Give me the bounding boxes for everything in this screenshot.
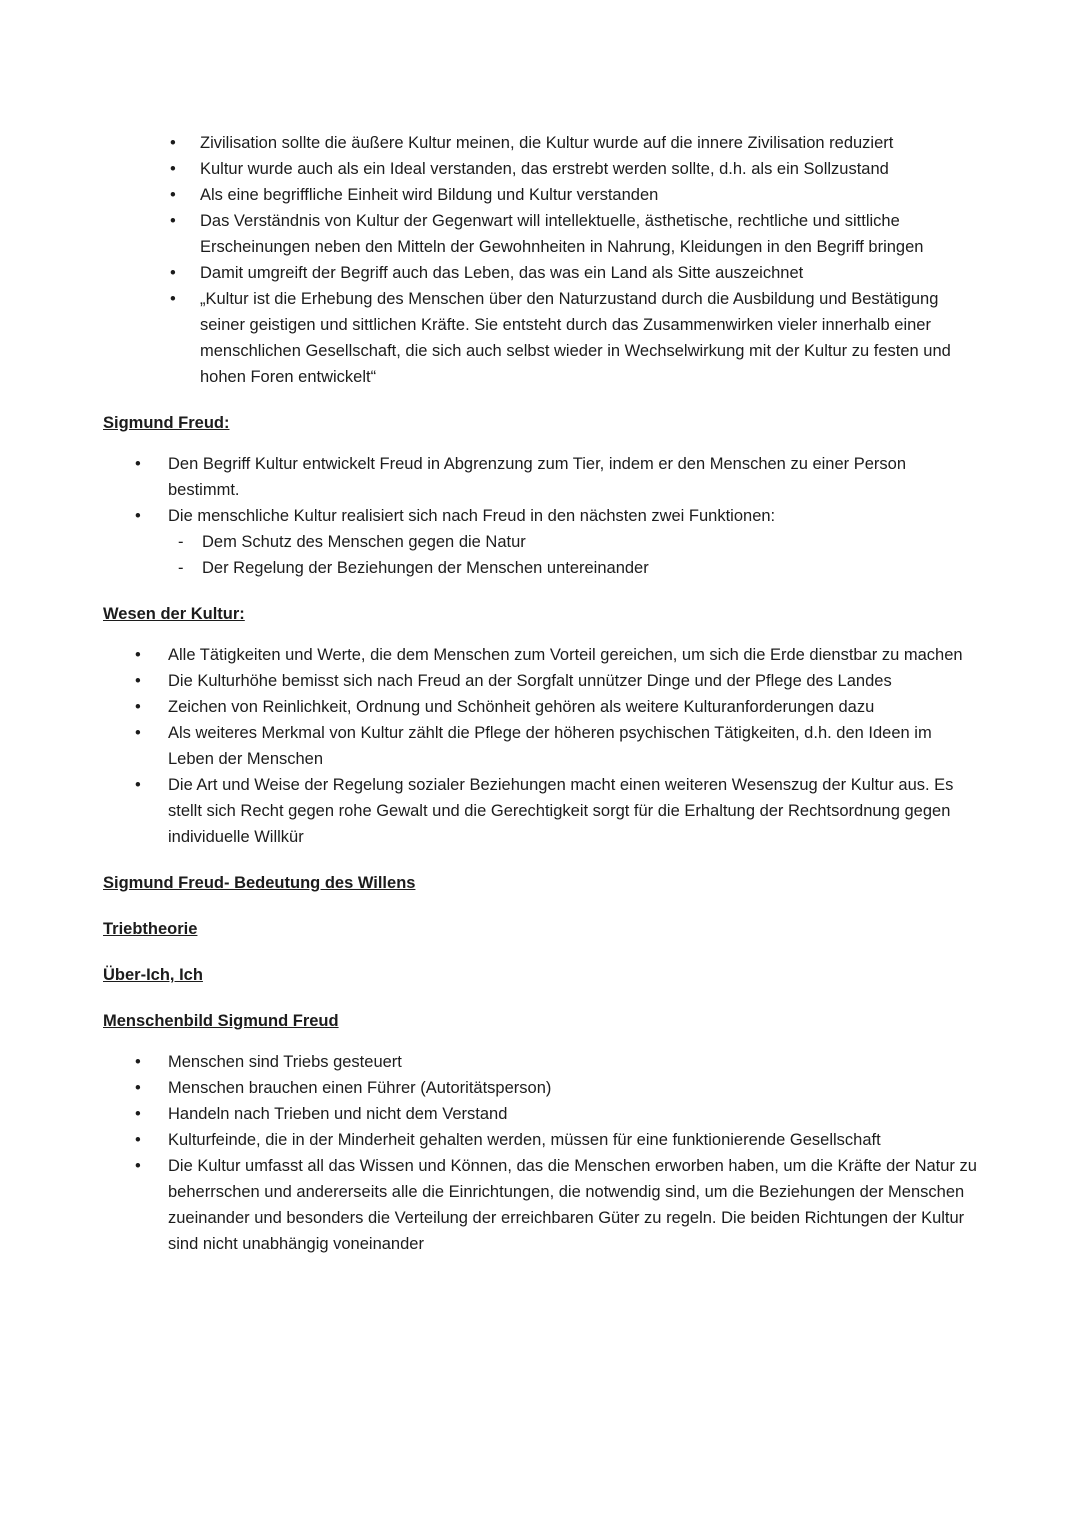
list-item-text: Die menschliche Kultur realisiert sich nach Freud in den nächsten zwei Funktionen: — [168, 507, 776, 525]
list-item — [135, 772, 980, 850]
list-item — [170, 182, 980, 208]
menschenbild-bullet-list — [103, 1049, 980, 1257]
list-item — [135, 1101, 980, 1127]
list-item — [135, 1127, 980, 1153]
list-item-text: Den Begriff Kultur entwickelt Freud in Abgrenzung zum Tier, indem er den Menschen zu einer Person bestimmt. — [168, 455, 907, 499]
list-item — [135, 642, 980, 668]
list-item-text: Das Verständnis von Kultur der Gegenwart will intellektuelle, ästhetische, rechtliche und sittliche Erscheinungen neben den Mitteln der Gewohnheiten in Nahrung, Kleidungen in den Begriff bringen — [200, 212, 924, 256]
bullet-marker: • — [135, 646, 141, 664]
bullet-marker: • — [135, 455, 141, 473]
intro-bullet-list — [103, 130, 980, 390]
list-item — [135, 503, 980, 581]
bullet-marker: • — [170, 134, 176, 152]
sub-list-item-text: Dem Schutz des Menschen gegen die Natur — [202, 533, 526, 551]
dash-marker: - — [178, 533, 184, 551]
list-item — [170, 208, 980, 260]
list-item-text: Die Kulturhöhe bemisst sich nach Freud an der Sorgfalt unnützer Dinge und der Pflege des Landes — [168, 672, 892, 690]
list-item — [135, 668, 980, 694]
bullet-marker: • — [135, 507, 141, 525]
bullet-marker: • — [135, 698, 141, 716]
heading-ueber-ich-ich: Über-Ich, Ich — [103, 966, 203, 984]
list-item-text: Kultur wurde auch als ein Ideal verstanden, das erstrebt werden sollte, d.h. als ein Sollzustand — [200, 160, 889, 178]
freud-sub-list — [168, 529, 980, 581]
bullet-marker: • — [135, 1157, 141, 1175]
bullet-marker: • — [170, 186, 176, 204]
list-item-text: Die Kultur umfasst all das Wissen und Können, das die Menschen erworben haben, um die Kräfte der Natur zu beherrschen und andererseits alle die Einrichtungen, die notwendig sind, um die Beziehungen der Menschen zueinander und besonders die Verteilung der erreichbaren Güter zu regeln. Die beiden Richtungen der Kultur sind nicht unabhängig voneinander — [168, 1157, 977, 1253]
bullet-marker: • — [135, 1131, 141, 1149]
list-item-text: Zeichen von Reinlichkeit, Ordnung und Schönheit gehören als weitere Kulturanforderungen dazu — [168, 698, 875, 716]
bullet-marker: • — [135, 1105, 141, 1123]
bullet-marker: • — [135, 672, 141, 690]
list-item-text: Zivilisation sollte die äußere Kultur meinen, die Kultur wurde auf die innere Zivilisation reduziert — [200, 134, 894, 152]
list-item-text: „Kultur ist die Erhebung des Menschen über den Naturzustand durch die Ausbildung und Bestätigung seiner geistigen und sittlichen Kräfte. Sie entsteht durch das Zusammenwirken vieler innerhalb einer menschlichen Gesellschaft, die sich auch selbst wieder in Wechselwirkung mit der Kultur zu festen und hohen Foren entwickelt“ — [200, 290, 951, 386]
list-item-text: Kulturfeinde, die in der Minderheit gehalten werden, müssen für eine funktionierende Gesellschaft — [168, 1131, 881, 1149]
list-item — [170, 286, 980, 390]
bullet-marker: • — [135, 1053, 141, 1071]
list-item — [170, 260, 980, 286]
heading-menschenbild-sigmund-freud: Menschenbild Sigmund Freud — [103, 1012, 339, 1030]
bullet-marker: • — [170, 290, 176, 308]
list-item-text: Damit umgreift der Begriff auch das Leben, das was ein Land als Sitte auszeichnet — [200, 264, 804, 282]
freud-bullet-list — [103, 451, 980, 581]
heading-sigmund-freud: Sigmund Freud: — [103, 414, 230, 432]
sub-list-item-text: Der Regelung der Beziehungen der Menschen untereinander — [202, 559, 649, 577]
dash-marker: - — [178, 559, 184, 577]
list-item-text: Alle Tätigkeiten und Werte, die dem Menschen zum Vorteil gereichen, um sich die Erde dienstbar zu machen — [168, 646, 963, 664]
bullet-marker: • — [135, 724, 141, 742]
list-item-text: Als eine begriffliche Einheit wird Bildung und Kultur verstanden — [200, 186, 659, 204]
bullet-marker: • — [135, 1079, 141, 1097]
list-item — [135, 451, 980, 503]
list-item-body — [168, 503, 980, 581]
list-item — [135, 1153, 980, 1257]
sub-list-item — [178, 529, 980, 555]
list-item-text: Als weiteres Merkmal von Kultur zählt die Pflege der höheren psychischen Tätigkeiten, d.h. den Ideen im Leben der Menschen — [168, 724, 932, 768]
list-item — [135, 694, 980, 720]
list-item-text: Menschen sind Triebs gesteuert — [168, 1053, 402, 1071]
list-item — [170, 130, 980, 156]
list-item — [170, 156, 980, 182]
list-item-text: Handeln nach Trieben und nicht dem Verstand — [168, 1105, 508, 1123]
wesen-bullet-list — [103, 642, 980, 850]
list-item — [135, 1049, 980, 1075]
list-item — [135, 1075, 980, 1101]
bullet-marker: • — [170, 264, 176, 282]
sub-list-item — [178, 555, 980, 581]
heading-wesen-der-kultur: Wesen der Kultur: — [103, 605, 245, 623]
list-item-text: Menschen brauchen einen Führer (Autoritätsperson) — [168, 1079, 552, 1097]
list-item — [135, 720, 980, 772]
list-item-text: Die Art und Weise der Regelung sozialer Beziehungen macht einen weiteren Wesenszug der Kultur aus. Es stellt sich Recht gegen rohe Gewalt und die Gerechtigkeit sorgt für die Erhaltung der Rechtsordnung gegen individuelle Willkür — [168, 776, 954, 846]
heading-triebtheorie: Triebtheorie — [103, 920, 198, 938]
bullet-marker: • — [170, 212, 176, 230]
heading-bedeutung-des-willens: Sigmund Freud- Bedeutung des Willens — [103, 874, 416, 892]
bullet-marker: • — [170, 160, 176, 178]
bullet-marker: • — [135, 776, 141, 794]
